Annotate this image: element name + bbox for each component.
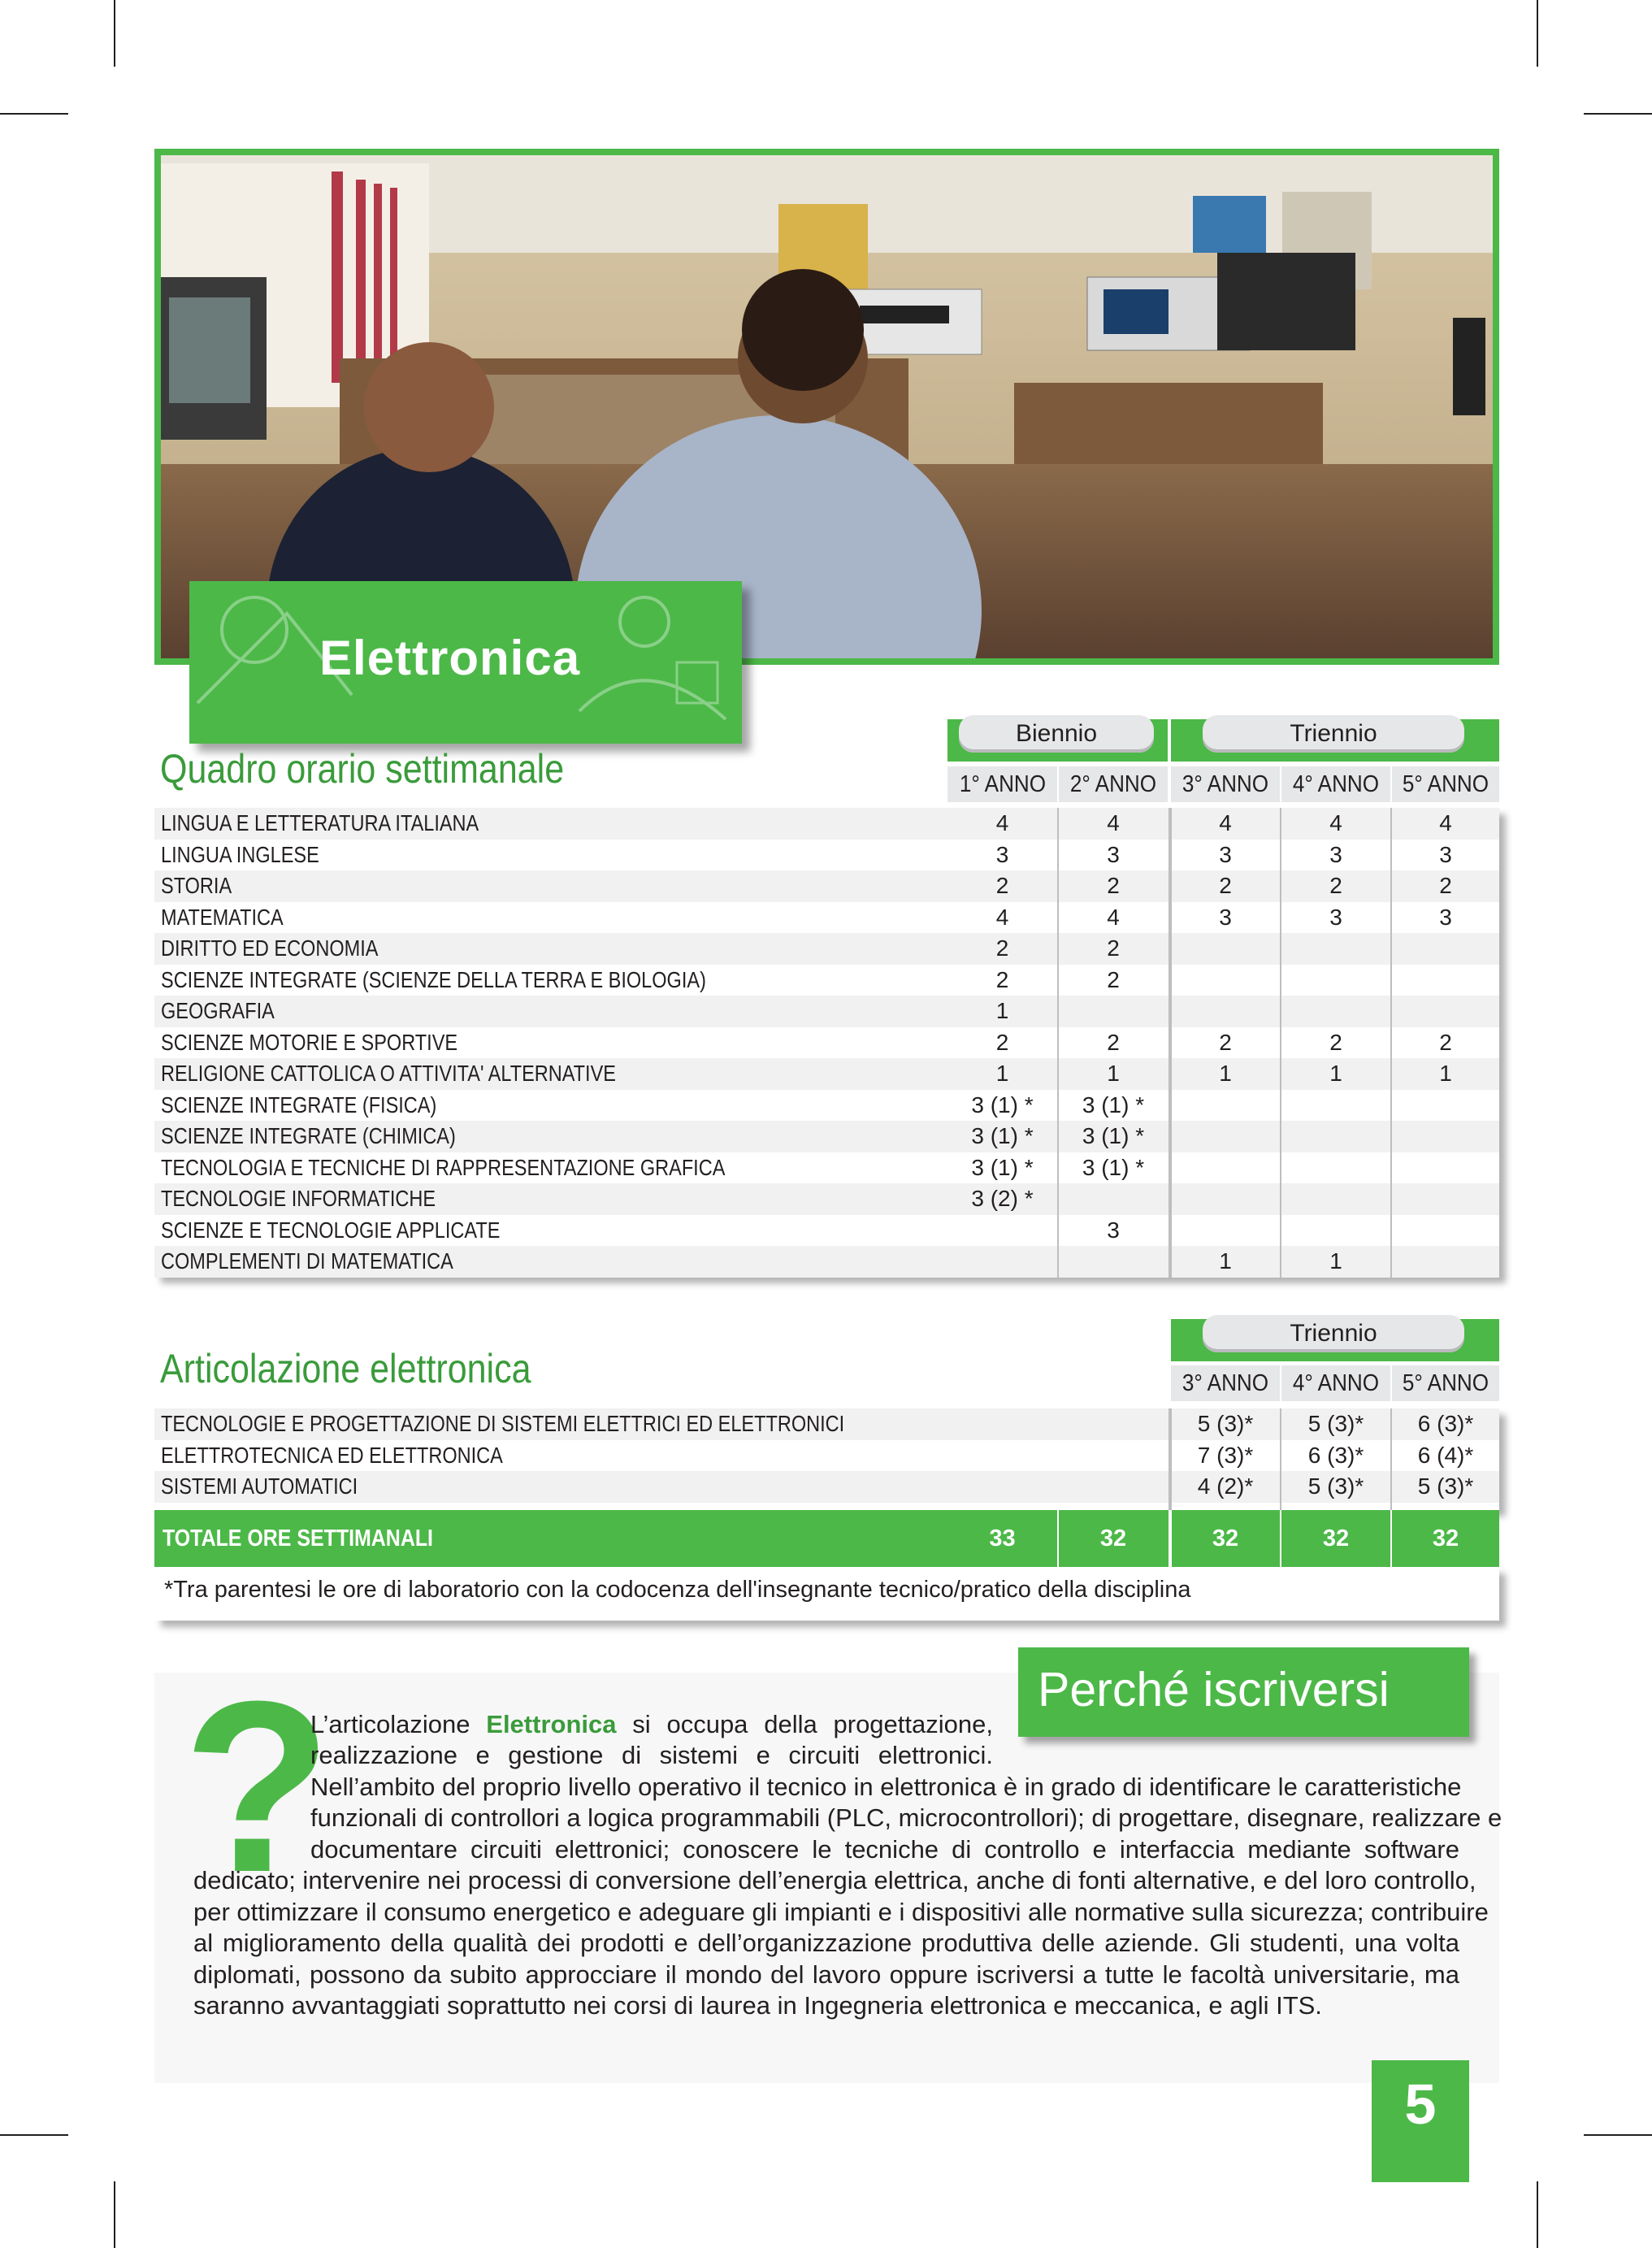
- hours-cell: 6 (3)*: [1307, 1442, 1364, 1468]
- hours-cell: 2: [995, 935, 1009, 961]
- year-header: 2° ANNO: [1059, 766, 1168, 802]
- table-row: [154, 933, 1499, 965]
- hours-cell: 3: [1107, 1217, 1120, 1243]
- subject-name: TECNOLOGIE E PROGETTAZIONE DI SISTEMI ELETTRICI ED ELETTRONICI: [161, 1411, 845, 1436]
- subject-name: STORIA: [161, 873, 232, 898]
- subject-name: TECNOLOGIA E TECNICHE DI RAPPRESENTAZIONE GRAFICA: [161, 1154, 726, 1180]
- hours-cell: 2: [1439, 1029, 1452, 1055]
- hours-cell: 2: [1107, 935, 1120, 961]
- biennio-header: Biennio: [959, 715, 1154, 753]
- section-title-tab: [189, 581, 742, 744]
- hours-cell: 5 (3)*: [1307, 1473, 1364, 1499]
- paragraph-line: per ottimizzare il consumo energetico e adeguare gli impianti e i dispositivi alle normative sulla sicurezza; contribuire: [193, 1898, 1489, 1926]
- hours-cell: 3: [1439, 841, 1452, 867]
- hours-cell: 1: [1219, 1061, 1232, 1086]
- column-divider: [1280, 1408, 1281, 1510]
- hours-cell: 4 (2)*: [1197, 1473, 1254, 1499]
- hours-cell: 4: [1439, 810, 1452, 835]
- section-title: Elettronica: [319, 631, 581, 685]
- year-header: 1° ANNO: [947, 766, 1057, 802]
- table-row: [154, 870, 1499, 902]
- paragraph-line: saranno avvantaggiati soprattutto nei corsi di laurea in Ingegneria elettronica e meccanica, e agli ITS.: [193, 1991, 1322, 2020]
- hours-cell: 3: [1107, 841, 1120, 867]
- subject-name: TECNOLOGIE INFORMATICHE: [161, 1186, 436, 1211]
- hours-cell: 6 (3)*: [1417, 1411, 1474, 1436]
- year-header: 5° ANNO: [1392, 1365, 1499, 1401]
- paragraph-line: Nell’ambito del proprio livello operativo il tecnico in elettronica è in grado di identificare le caratteristiche: [310, 1773, 1462, 1801]
- paragraph-line: documentare circuiti elettronici; conoscere le tecniche di controllo e interfaccia mediante software: [310, 1835, 1459, 1864]
- crop-mark: [1537, 2181, 1538, 2248]
- table-row: [154, 1215, 1499, 1247]
- hours-cell: 2: [995, 873, 1009, 898]
- subject-name: ELETTROTECNICA ED ELETTRONICA: [161, 1442, 503, 1468]
- subject-name: SCIENZE MOTORIE E SPORTIVE: [161, 1029, 458, 1055]
- year-header: 4° ANNO: [1281, 766, 1390, 802]
- column-divider: [1169, 1510, 1172, 1567]
- column-divider: [1280, 808, 1281, 1278]
- subject-name: SCIENZE INTEGRATE (SCIENZE DELLA TERRA E BIOLOGIA): [161, 966, 706, 992]
- hours-cell: 5 (3)*: [1417, 1473, 1474, 1499]
- column-divider: [1390, 1510, 1392, 1567]
- table-row: [154, 1090, 1499, 1122]
- highlight-term: Elettronica: [486, 1710, 617, 1738]
- year-header: 3° ANNO: [1171, 766, 1280, 802]
- hours-cell: 3: [1219, 904, 1232, 930]
- subject-name: SISTEMI AUTOMATICI: [161, 1473, 358, 1499]
- crop-mark: [1584, 2134, 1652, 2136]
- page-number: 5: [1404, 2072, 1437, 2136]
- subject-name: SCIENZE E TECNOLOGIE APPLICATE: [161, 1217, 501, 1243]
- hours-cell: 7 (3)*: [1197, 1442, 1254, 1468]
- paragraph-line: funzionali di controllori a logica programmabili (PLC, microcontrollori); di progettare, disegnare, realizzare e: [310, 1803, 1502, 1832]
- footnote-box: [154, 1567, 1499, 1621]
- hours-cell: 1: [1439, 1061, 1452, 1086]
- hours-cell: 3 (2) *: [971, 1186, 1034, 1211]
- articolazione-title: Articolazione elettronica: [160, 1346, 531, 1391]
- hours-cell: 2: [995, 1029, 1009, 1055]
- question-mark-graphic: ?: [183, 1650, 332, 1923]
- table-row: [154, 996, 1499, 1027]
- table-row: [154, 1058, 1499, 1090]
- hours-cell: 3 (1) *: [971, 1154, 1034, 1180]
- column-divider: [1169, 808, 1172, 1278]
- footnote: *Tra parentesi le ore di laboratorio con la codocenza dell'insegnante tecnico/pratico della disciplina: [164, 1577, 1191, 1603]
- page-number-box: [1372, 2060, 1469, 2182]
- hours-cell: 1: [1329, 1061, 1342, 1086]
- hours-cell: 3: [1329, 904, 1342, 930]
- hours-cell: 3: [1329, 841, 1342, 867]
- hours-cell: 1: [1107, 1061, 1120, 1086]
- crop-mark: [0, 113, 68, 115]
- total-value: 33: [989, 1525, 1016, 1551]
- table-row: [154, 1183, 1499, 1215]
- hours-cell: 1: [995, 1061, 1009, 1086]
- subject-name: DIRITTO ED ECONOMIA: [161, 935, 379, 961]
- subject-name: SCIENZE INTEGRATE (CHIMICA): [161, 1123, 456, 1148]
- table-row: [154, 1246, 1499, 1278]
- hours-cell: 2: [1107, 1029, 1120, 1055]
- subject-name: MATEMATICA: [161, 904, 284, 930]
- table-row: [154, 808, 1499, 840]
- table-row: [154, 1471, 1499, 1503]
- column-divider: [1390, 1408, 1392, 1510]
- column-divider: [1057, 808, 1059, 1278]
- year-header: 5° ANNO: [1392, 766, 1499, 802]
- hours-cell: 3 (1) *: [1082, 1154, 1145, 1180]
- subject-name: SCIENZE INTEGRATE (FISICA): [161, 1091, 437, 1117]
- hours-cell: 3 (1) *: [1082, 1091, 1145, 1117]
- hours-cell: 1: [995, 998, 1009, 1023]
- schedule-table: [154, 808, 1499, 1277]
- hours-cell: 3 (1) *: [1082, 1123, 1145, 1148]
- hours-cell: 3: [995, 841, 1009, 867]
- subject-name: GEOGRAFIA: [161, 998, 275, 1023]
- hours-cell: 6 (4)*: [1417, 1442, 1474, 1468]
- crop-mark: [1537, 0, 1538, 67]
- crop-mark: [114, 0, 115, 67]
- hours-cell: 1: [1329, 1248, 1342, 1274]
- hours-cell: 2: [995, 966, 1009, 992]
- paragraph-line: realizzazione e gestione di sistemi e circuiti elettronici.: [310, 1741, 993, 1769]
- hours-cell: 4: [995, 904, 1009, 930]
- paragraph-line: diplomati, possono da subito approcciare il mondo del lavoro oppure iscriversi a tutte le facoltà universitarie, ma: [193, 1960, 1459, 1989]
- total-value: 32: [1432, 1525, 1459, 1551]
- hours-cell: 4: [1329, 810, 1342, 835]
- subject-name: LINGUA E LETTERATURA ITALIANA: [161, 810, 479, 835]
- total-value: 32: [1212, 1525, 1239, 1551]
- subject-name: LINGUA INGLESE: [161, 841, 319, 867]
- hours-cell: 2: [1329, 873, 1342, 898]
- hours-cell: 2: [1439, 873, 1452, 898]
- column-divider: [1280, 1510, 1281, 1567]
- why-badge: [1018, 1647, 1469, 1737]
- table-row: [154, 1440, 1499, 1472]
- paragraph-line: al miglioramento della qualità dei prodotti e dell’organizzazione produttiva delle aziende. Gli studenti, una volta: [193, 1929, 1459, 1957]
- totals-label: TOTALE ORE SETTIMANALI: [163, 1525, 433, 1551]
- schedule-title: Quadro orario settimanale: [160, 746, 565, 792]
- table-row: [154, 840, 1499, 871]
- paragraph-line: dedicato; intervenire nei processi di conversione dell’energia elettrica, anche di fonti alternative, e del loro controllo,: [193, 1866, 1476, 1894]
- crop-mark: [1584, 113, 1652, 115]
- subject-name: RELIGIONE CATTOLICA O ATTIVITA' ALTERNATIVE: [161, 1061, 616, 1086]
- total-value: 32: [1322, 1525, 1350, 1551]
- paragraph-line: L’articolazione Elettronica si occupa della progettazione,: [310, 1710, 993, 1738]
- triennio-header: Triennio: [1203, 1315, 1464, 1352]
- hours-cell: 3 (1) *: [971, 1091, 1034, 1117]
- column-divider: [1057, 1510, 1059, 1567]
- year-header: 3° ANNO: [1171, 1365, 1280, 1401]
- hours-cell: 3: [1439, 904, 1452, 930]
- hours-cell: 4: [1219, 810, 1232, 835]
- articolazione-table: [154, 1408, 1499, 1510]
- subject-name: COMPLEMENTI DI MATEMATICA: [161, 1248, 453, 1274]
- hours-cell: 2: [1219, 1029, 1232, 1055]
- hours-cell: 4: [1107, 810, 1120, 835]
- triennio-header: Triennio: [1203, 715, 1464, 753]
- hours-cell: 4: [1107, 904, 1120, 930]
- hours-cell: 4: [995, 810, 1009, 835]
- hours-cell: 2: [1219, 873, 1232, 898]
- total-value: 32: [1099, 1525, 1127, 1551]
- table-row: [154, 1027, 1499, 1059]
- table-row: [154, 902, 1499, 934]
- hours-cell: 2: [1107, 966, 1120, 992]
- crop-mark: [0, 2134, 68, 2136]
- hours-cell: 5 (3)*: [1197, 1411, 1254, 1436]
- hours-cell: 3: [1219, 841, 1232, 867]
- hours-cell: 1: [1219, 1248, 1232, 1274]
- table-row: [154, 965, 1499, 996]
- table-row: [154, 1152, 1499, 1184]
- hours-cell: 2: [1329, 1029, 1342, 1055]
- column-divider: [1169, 1408, 1172, 1510]
- hours-cell: 5 (3)*: [1307, 1411, 1364, 1436]
- year-header: 4° ANNO: [1281, 1365, 1390, 1401]
- hours-cell: 2: [1107, 873, 1120, 898]
- why-title: Perché iscriversi: [1038, 1663, 1390, 1716]
- table-row: [154, 1121, 1499, 1152]
- crop-mark: [114, 2181, 115, 2248]
- column-divider: [1390, 808, 1392, 1278]
- table-row: [154, 1408, 1499, 1440]
- totals-row: [154, 1510, 1499, 1567]
- hours-cell: 3 (1) *: [971, 1123, 1034, 1148]
